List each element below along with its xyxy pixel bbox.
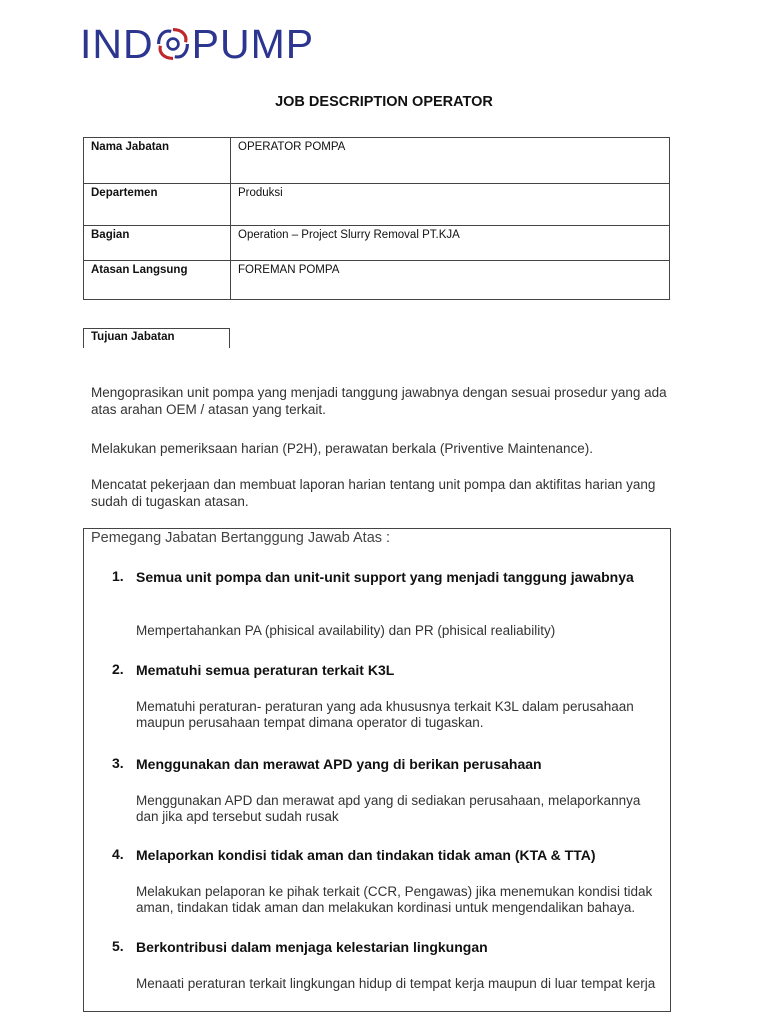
item-number: 2. (112, 661, 124, 677)
job-info-table (83, 137, 670, 300)
info-label: Atasan Langsung (84, 261, 231, 300)
item-number: 4. (112, 846, 124, 862)
item-description: Menggunakan APD dan merawat apd yang di sediakan perusahaan, melaporkannya dan jika apd tersebut sudah rusak (136, 793, 641, 824)
info-label: Nama Jabatan (84, 138, 231, 184)
item-title: Menggunakan dan merawat APD yang di berikan perusahaan (136, 756, 542, 772)
item-description: Melakukan pelaporan ke pihak terkait (CCR, Pengawas) jika menemukan kondisi tidak aman, tindakan tidak aman dan melakukan kordinasi untuk mengendalikan bahaya. (136, 884, 653, 915)
info-value: Operation – Project Slurry Removal PT.KJA (231, 226, 670, 261)
responsibilities-heading: Pemegang Jabatan Bertanggung Jawab Atas : (91, 530, 391, 546)
tujuan-paragraph: Melakukan pemeriksaan harian (P2H), perawatan berkala (Priventive Maintenance). (91, 441, 593, 456)
table-row (84, 184, 670, 226)
tujuan-paragraph: Mencatat pekerjaan dan membuat laporan harian tentang unit pompa dan aktifitas harian yang sudah di tugaskan atasan. (91, 477, 656, 509)
item-title: Mematuhi semua peraturan terkait K3L (136, 662, 395, 678)
tujuan-jabatan-label: Tujuan Jabatan (83, 328, 230, 348)
item-number: 1. (112, 568, 124, 584)
logo-text-right: PUMP (191, 20, 315, 67)
item-description: Menaati peraturan terkait lingkungan hidup di tempat kerja maupun di luar tempat kerja (136, 976, 656, 991)
item-description: Mempertahankan PA (phisical availability) dan PR (phisical realiability) (136, 623, 556, 638)
info-label: Departemen (84, 184, 231, 226)
tujuan-paragraph: Mengoprasikan unit pompa yang menjadi tanggung jawabnya dengan sesuai prosedur yang ada atas arahan OEM / atasan yang terkait. (91, 385, 667, 417)
item-title: Semua unit pompa dan unit-unit support yang menjadi tanggung jawabnya (136, 569, 634, 585)
info-value: Produksi (231, 184, 670, 226)
table-row (84, 226, 670, 261)
table-row (84, 138, 670, 184)
pump-swirl-icon (155, 24, 191, 64)
table-row (84, 261, 670, 300)
item-number: 5. (112, 938, 124, 954)
indopump-logo (80, 22, 314, 66)
info-value: OPERATOR POMPA (231, 138, 670, 184)
info-value: FOREMAN POMPA (231, 261, 670, 300)
item-number: 3. (112, 755, 124, 771)
item-title: Melaporkan kondisi tidak aman dan tindakan tidak aman (KTA & TTA) (136, 847, 596, 863)
document-title: JOB DESCRIPTION OPERATOR (275, 94, 493, 110)
item-description: Mematuhi peraturan- peraturan yang ada khususnya terkait K3L dalam perusahaan maupun perusahaan tempat dimana operator di tugaskan. (136, 699, 634, 730)
logo-text-left: IND (80, 20, 154, 67)
item-title: Berkontribusi dalam menjaga kelestarian lingkungan (136, 939, 488, 955)
info-label: Bagian (84, 226, 231, 261)
